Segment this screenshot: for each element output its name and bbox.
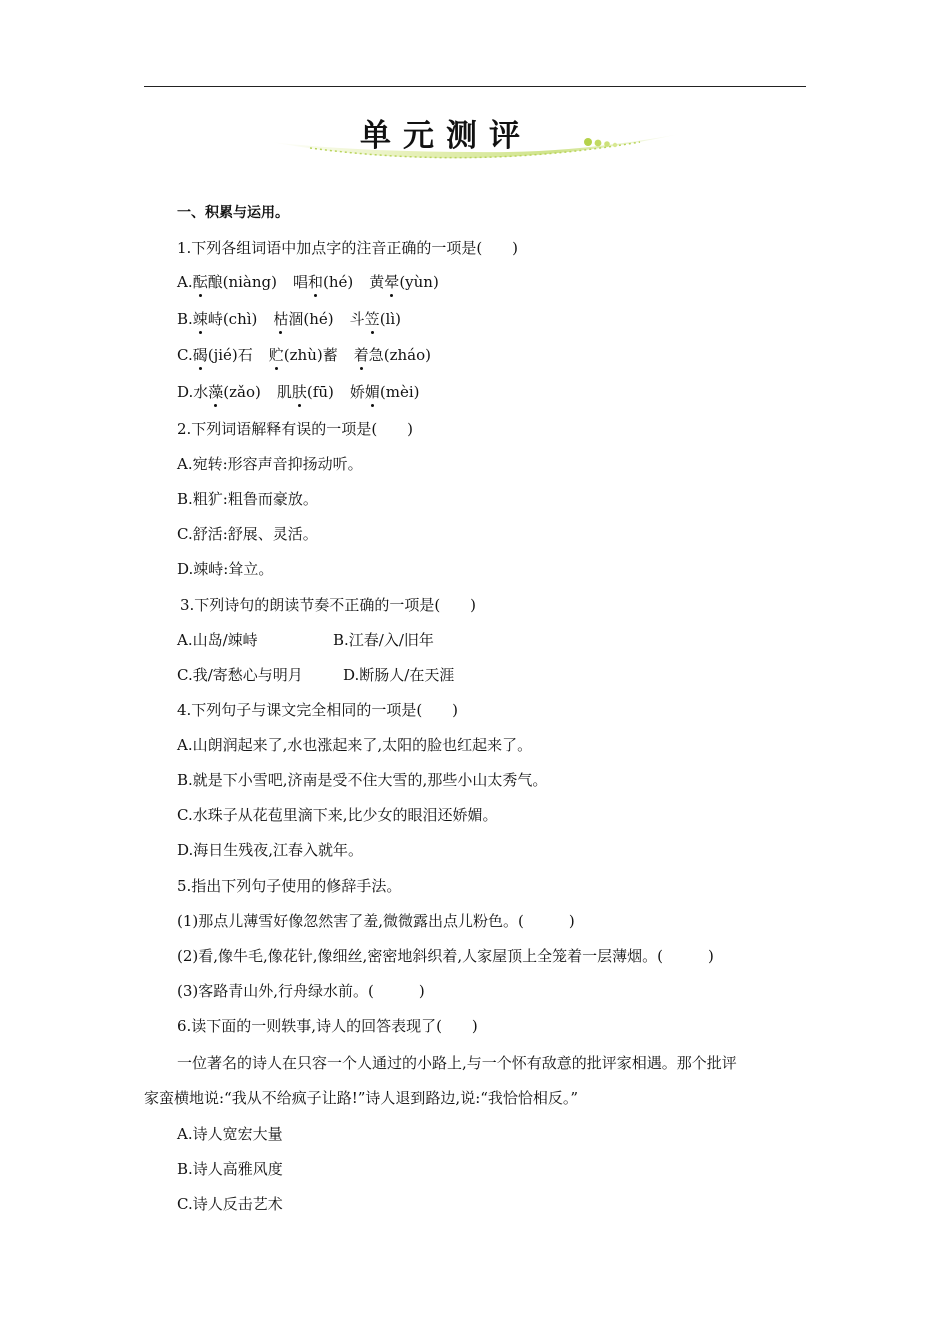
question-5-sentence-2: (2)看,像牛毛,像花针,像细丝,密密地斜织着,人家屋顶上全笼着一层薄烟。( )	[177, 947, 714, 965]
question-5-stem: 5.指出下列句子使用的修辞手法。	[177, 877, 402, 895]
section-heading: 一、积累与运用。	[177, 205, 289, 221]
question-6-stem: 6.读下面的一则轶事,诗人的回答表现了( )	[177, 1017, 478, 1035]
question-3-option-b: B.江春/入/旧年	[333, 631, 434, 649]
question-3-option-a: A.山岛/竦峙	[177, 631, 258, 649]
question-4-option-a: A.山朗润起来了,水也涨起来了,太阳的脸也红起来了。	[177, 736, 533, 754]
question-4-option-b: B.就是下小雪吧,济南是受不住大雪的,那些小山太秀气。	[177, 771, 548, 789]
question-3-stem: 3.下列诗句的朗读节奏不正确的一项是( )	[180, 596, 477, 614]
question-6-option-c: C.诗人反击艺术	[177, 1195, 283, 1213]
question-4-option-d: D.海日生残夜,江春入就年。	[177, 841, 364, 859]
question-1-option-d: D.水藻(zǎo) 肌肤(fū) 娇媚(mèi)	[177, 383, 420, 401]
page-title: 单元测评	[360, 118, 532, 154]
question-1-stem: 1.下列各组词语中加点字的注音正确的一项是( )	[177, 239, 519, 257]
question-6-passage-line-1: 一位著名的诗人在只容一个人通过的小路上,与一个怀有敌意的批评家相遇。那个批评	[177, 1054, 737, 1072]
question-2-stem: 2.下列词语解释有误的一项是( )	[177, 420, 414, 438]
question-4-option-c: C.水珠子从花苞里滴下来,比少女的眼泪还娇媚。	[177, 806, 498, 824]
question-1-option-c: C.碣(jié)石 贮(zhù)蓄 着急(zháo)	[177, 346, 431, 364]
question-6-passage-line-2: 家蛮横地说:“我从不给疯子让路!”诗人退到路边,说:“我恰恰相反。”	[144, 1089, 579, 1107]
question-1-option-a: A.酝酿(niàng) 唱和(hé) 黄晕(yùn)	[177, 273, 439, 291]
question-6-option-b: B.诗人高雅风度	[177, 1160, 283, 1178]
question-2-option-b: B.粗犷:粗鲁而豪放。	[177, 490, 318, 508]
question-5-sentence-3: (3)客路青山外,行舟绿水前。( )	[177, 982, 425, 1000]
question-2-option-d: D.竦峙:耸立。	[177, 560, 274, 578]
question-5-sentence-1: (1)那点儿薄雪好像忽然害了羞,微微露出点儿粉色。( )	[177, 912, 575, 930]
question-1-option-b: B.竦峙(chì) 枯涸(hé) 斗笠(lì)	[177, 310, 401, 328]
question-2-option-c: C.舒活:舒展、灵活。	[177, 525, 318, 543]
question-3-option-c: C.我/寄愁心与明月	[177, 666, 303, 684]
header-rule	[144, 86, 806, 87]
question-4-stem: 4.下列句子与课文完全相同的一项是( )	[177, 701, 459, 719]
question-2-option-a: A.宛转:形容声音抑扬动听。	[177, 455, 363, 473]
question-6-option-a: A.诗人宽宏大量	[177, 1125, 283, 1143]
question-3-option-d: D.断肠人/在天涯	[343, 666, 455, 684]
